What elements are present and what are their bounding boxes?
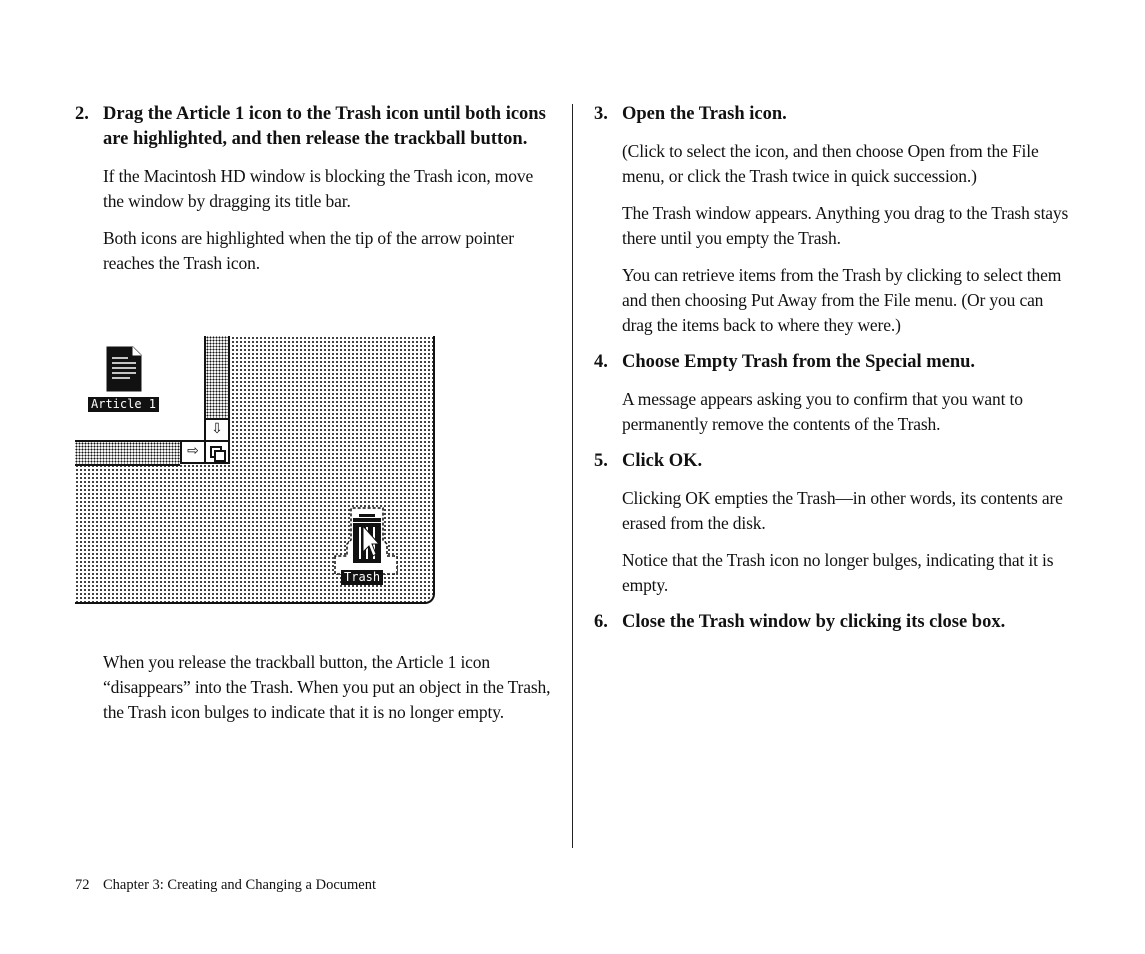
trash-icon-label: Trash xyxy=(341,570,383,585)
size-box-icon xyxy=(204,440,230,464)
article-icon-label: Article 1 xyxy=(88,397,159,412)
step-4 xyxy=(594,350,1069,375)
document-icon xyxy=(106,346,142,392)
trash-lid-handle xyxy=(359,514,375,517)
desktop-illustration xyxy=(75,336,435,606)
paragraph: Clicking OK empties the Trash—in other words, its contents are erased from the disk. xyxy=(622,488,1063,533)
page-number: 72 xyxy=(75,877,90,893)
trash-lid xyxy=(353,518,381,522)
size-box-front xyxy=(214,450,226,462)
step-number: 2. xyxy=(75,104,89,124)
column-divider xyxy=(572,104,573,848)
step-heading: Drag the Article 1 icon to the Trash icon until both icons are highlighted, and then release the trackball button. xyxy=(103,104,546,149)
scroll-right-arrow-icon: ⇨ xyxy=(180,440,206,464)
step-number: 5. xyxy=(594,451,608,471)
paragraph: You can retrieve items from the Trash by clicking to select them and then choosing Put Away from the File menu. (Or you can drag the items back to where they were.) xyxy=(622,265,1062,335)
paragraph: A message appears asking you to confirm that you want to permanently remove the contents of the Trash. xyxy=(622,389,1023,434)
paragraph: The Trash window appears. Anything you drag to the Trash stays there until you empty the Trash. xyxy=(622,203,1069,248)
paragraph: Both icons are highlighted when the tip of the arrow pointer reaches the Trash icon. xyxy=(103,228,514,273)
step-5 xyxy=(594,449,1069,474)
scroll-down-arrow-icon: ⇩ xyxy=(204,418,230,442)
left-column xyxy=(75,102,550,276)
paragraph: (Click to select the icon, and then choose Open from the File menu, or click the Trash twice in quick succession.) xyxy=(622,141,1039,186)
step-heading: Choose Empty Trash from the Special menu. xyxy=(622,352,976,372)
step-2 xyxy=(75,102,550,152)
paragraph: When you release the trackball button, the Article 1 icon “disappears” into the Trash. When you put an object in the Trash, the Trash icon bulges to indicate that it is no longer empty. xyxy=(103,652,551,722)
step-heading: Close the Trash window by clicking its close box. xyxy=(622,612,1006,632)
step-number: 3. xyxy=(594,104,608,124)
step-heading: Click OK. xyxy=(622,451,703,471)
vertical-scrollbar xyxy=(204,336,230,422)
step-number: 6. xyxy=(594,612,608,632)
step-6 xyxy=(594,610,1069,635)
paragraph: Notice that the Trash icon no longer bulges, indicating that it is empty. xyxy=(622,550,1054,595)
step-number: 4. xyxy=(594,352,608,372)
right-column xyxy=(594,102,1069,635)
paragraph: If the Macintosh HD window is blocking the Trash icon, move the window by dragging its title bar. xyxy=(103,166,534,211)
chapter-title: Chapter 3: Creating and Changing a Document xyxy=(103,877,377,893)
page-footer xyxy=(75,875,376,895)
step-heading: Open the Trash icon. xyxy=(622,104,787,124)
horizontal-scrollbar xyxy=(75,440,180,466)
step-3 xyxy=(594,102,1069,127)
